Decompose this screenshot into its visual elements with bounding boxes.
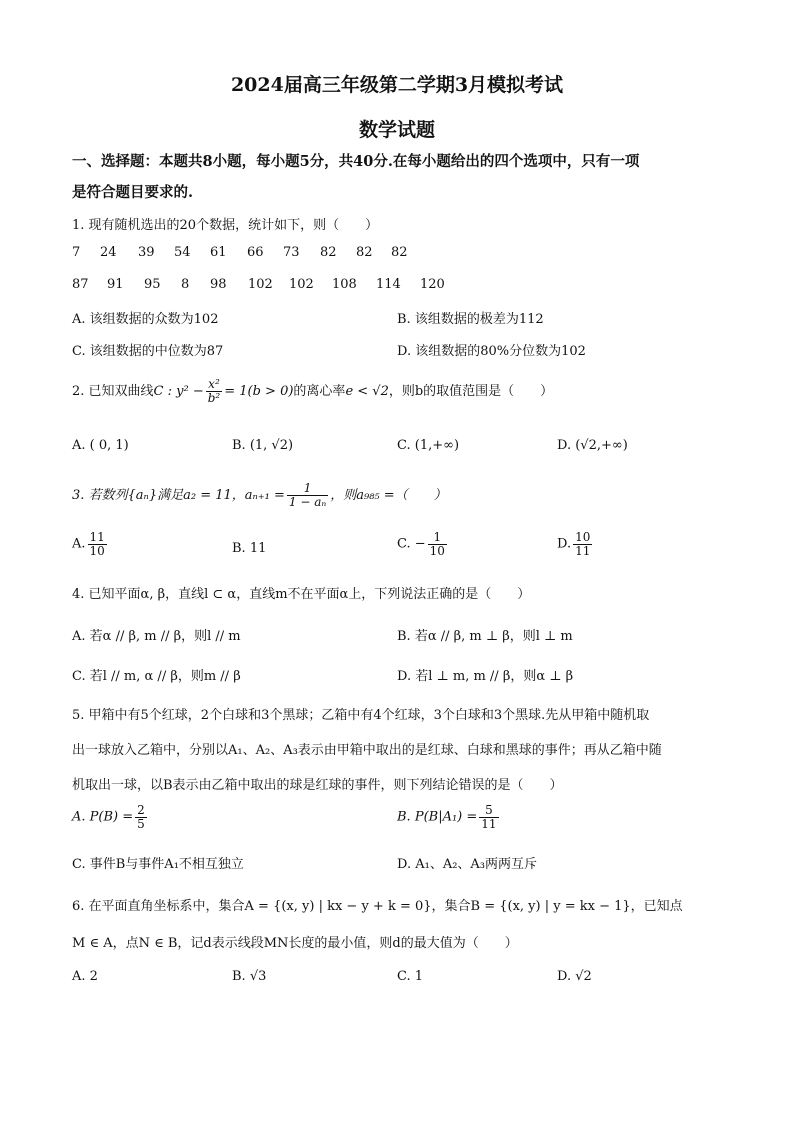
question-6-option-b: B. √3 xyxy=(232,969,267,984)
question-6-option-a: A. 2 xyxy=(72,969,98,984)
question-5-option-b xyxy=(397,804,501,830)
option-label: B. P(B|A₁) = xyxy=(397,809,478,825)
question-1-stem: 1. 现有随机选出的20个数据，统计如下，则（ ） xyxy=(72,218,379,233)
section-instructions-line1: 一、选择题：本题共8小题，每小题5分，共40分.在每小题给出的四个选项中，只有一项 xyxy=(72,153,640,170)
question-1-option-b: B. 该组数据的极差为112 xyxy=(397,312,544,327)
option-d-fraction xyxy=(573,531,592,557)
data-value: 82 xyxy=(320,245,337,260)
data-value: 108 xyxy=(332,277,357,292)
option-b-fraction xyxy=(479,804,498,830)
question-5-option-d: D. A₁、A₂、A₃两两互斥 xyxy=(397,857,538,872)
data-value: 73 xyxy=(283,245,300,260)
question-2-prefix: 2. 已知双曲线 xyxy=(72,384,154,399)
question-4-option-b: B. 若α // β, m ⊥ β，则l ⊥ m xyxy=(397,629,573,644)
data-value: 98 xyxy=(210,277,227,292)
fraction-denominator: 11 xyxy=(575,543,591,558)
question-2-option-c: C. (1,+∞) xyxy=(397,438,460,453)
question-2-suffix: ，则b的取值范围是（ ） xyxy=(388,384,554,399)
data-value: 8 xyxy=(181,277,190,292)
data-value: 61 xyxy=(210,245,227,260)
data-value: 87 xyxy=(72,277,89,292)
data-value: 91 xyxy=(107,277,124,292)
question-6-option-c: C. 1 xyxy=(397,969,424,984)
data-value: 120 xyxy=(420,277,445,292)
question-1-option-a: A. 该组数据的众数为102 xyxy=(72,312,219,327)
section-instructions-line2: 是符合题目要求的. xyxy=(72,184,194,201)
question-2-stem xyxy=(72,374,553,410)
fraction-numerator: 11 xyxy=(89,530,105,544)
option-a-fraction xyxy=(135,804,147,830)
hyperbola-lhs: C : y² − xyxy=(153,384,204,399)
question-6-option-d: D. √2 xyxy=(557,969,592,984)
question-3-option-b: B. 11 xyxy=(232,541,267,556)
recurrence-fraction xyxy=(287,482,328,508)
data-value: 7 xyxy=(72,245,81,260)
question-2-option-d: D. (√2,+∞) xyxy=(557,438,628,453)
question-1-option-c: C. 该组数据的中位数为87 xyxy=(72,344,224,359)
fraction-numerator: 10 xyxy=(575,530,591,544)
exam-title: 2024届高三年级第二学期3月模拟考试 xyxy=(230,74,564,96)
option-label: D. xyxy=(557,536,572,552)
question-4-option-a: A. 若α // β, m // β，则l // m xyxy=(72,629,241,644)
fraction-denominator: 5 xyxy=(137,816,145,831)
option-c-fraction xyxy=(428,531,447,557)
question-4-option-c: C. 若l // m, α // β，则m // β xyxy=(72,669,241,684)
question-5-line3: 机取出一球，以B表示由乙箱中取出的球是红球的事件，则下列结论错误的是（ ） xyxy=(72,778,563,793)
option-label: C. − xyxy=(397,536,426,552)
question-3-option-a xyxy=(72,531,109,557)
recurrence-lhs: aₙ₊₁ = xyxy=(244,488,285,503)
eccentricity-condition: e < √2 xyxy=(345,384,389,399)
data-value: 95 xyxy=(144,277,161,292)
fraction-denominator: 1 − aₙ xyxy=(288,495,327,509)
question-5-option-a xyxy=(72,804,149,830)
data-value: 82 xyxy=(391,245,408,260)
data-value: 102 xyxy=(289,277,314,292)
fraction-numerator: 1 xyxy=(433,530,442,544)
data-value: 66 xyxy=(247,245,264,260)
question-4-option-d: D. 若l ⊥ m, m // β，则α ⊥ β xyxy=(397,669,574,684)
fraction-numerator: 1 xyxy=(303,481,312,496)
option-a-fraction xyxy=(88,531,107,557)
option-label: A. xyxy=(72,536,86,552)
question-6-line1: 6. 在平面直角坐标系中，集合A = {(x, y) | kx − y + k = 0}，集合B = {(x, y) | y = kx − 1}，已知点 xyxy=(72,899,683,914)
data-value: 82 xyxy=(356,245,373,260)
data-value: 114 xyxy=(376,277,401,292)
fraction-denominator: b² xyxy=(207,391,221,405)
fraction-denominator: 10 xyxy=(429,543,445,558)
question-3-prefix: 3. 若数列{aₙ}满足a₂ = 11， xyxy=(72,488,245,503)
fraction-numerator: x² xyxy=(208,377,220,392)
option-label: A. P(B) = xyxy=(72,809,134,825)
data-value: 24 xyxy=(100,245,117,260)
data-value: 54 xyxy=(174,245,191,260)
question-5-line2: 出一球放入乙箱中，分别以A₁、A₂、A₃表示由甲箱中取出的是红球、白球和黑球的事件；再从乙箱中随 xyxy=(72,743,662,758)
question-5-option-c: C. 事件B与事件A₁不相互独立 xyxy=(72,857,244,872)
question-3-option-d xyxy=(557,531,594,557)
question-3-suffix: ，则a₉₈₅ =（ ） xyxy=(330,488,447,503)
question-2-mid: 的离心率 xyxy=(293,384,346,399)
exam-subtitle: 数学试题 xyxy=(358,119,435,141)
fraction-numerator: 2 xyxy=(137,803,145,817)
hyperbola-rhs: = 1(b > 0) xyxy=(224,384,294,399)
question-2-option-b: B. (1, √2) xyxy=(232,438,294,453)
question-4-stem: 4. 已知平面α, β，直线l ⊂ α，直线m不在平面α上，下列说法正确的是（ ） xyxy=(72,587,531,602)
fraction-denominator: 10 xyxy=(89,543,105,558)
data-value: 102 xyxy=(248,277,273,292)
question-3-stem xyxy=(72,478,447,514)
question-2-option-a: A. ( 0, 1) xyxy=(72,438,129,453)
fraction-denominator: 11 xyxy=(481,816,497,831)
data-value: 39 xyxy=(138,245,155,260)
question-5-line1: 5. 甲箱中有5个红球，2个白球和3个黑球；乙箱中有4个红球，3个白球和3个黑球.先从甲箱中随机取 xyxy=(72,708,650,723)
question-3-option-c xyxy=(397,531,449,557)
hyperbola-fraction xyxy=(206,378,223,404)
fraction-numerator: 5 xyxy=(485,803,493,817)
question-6-line2: M ∈ A，点N ∈ B，记d表示线段MN长度的最小值，则d的最大值为（ ） xyxy=(72,936,518,951)
question-1-option-d: D. 该组数据的80%分位数为102 xyxy=(397,344,586,359)
